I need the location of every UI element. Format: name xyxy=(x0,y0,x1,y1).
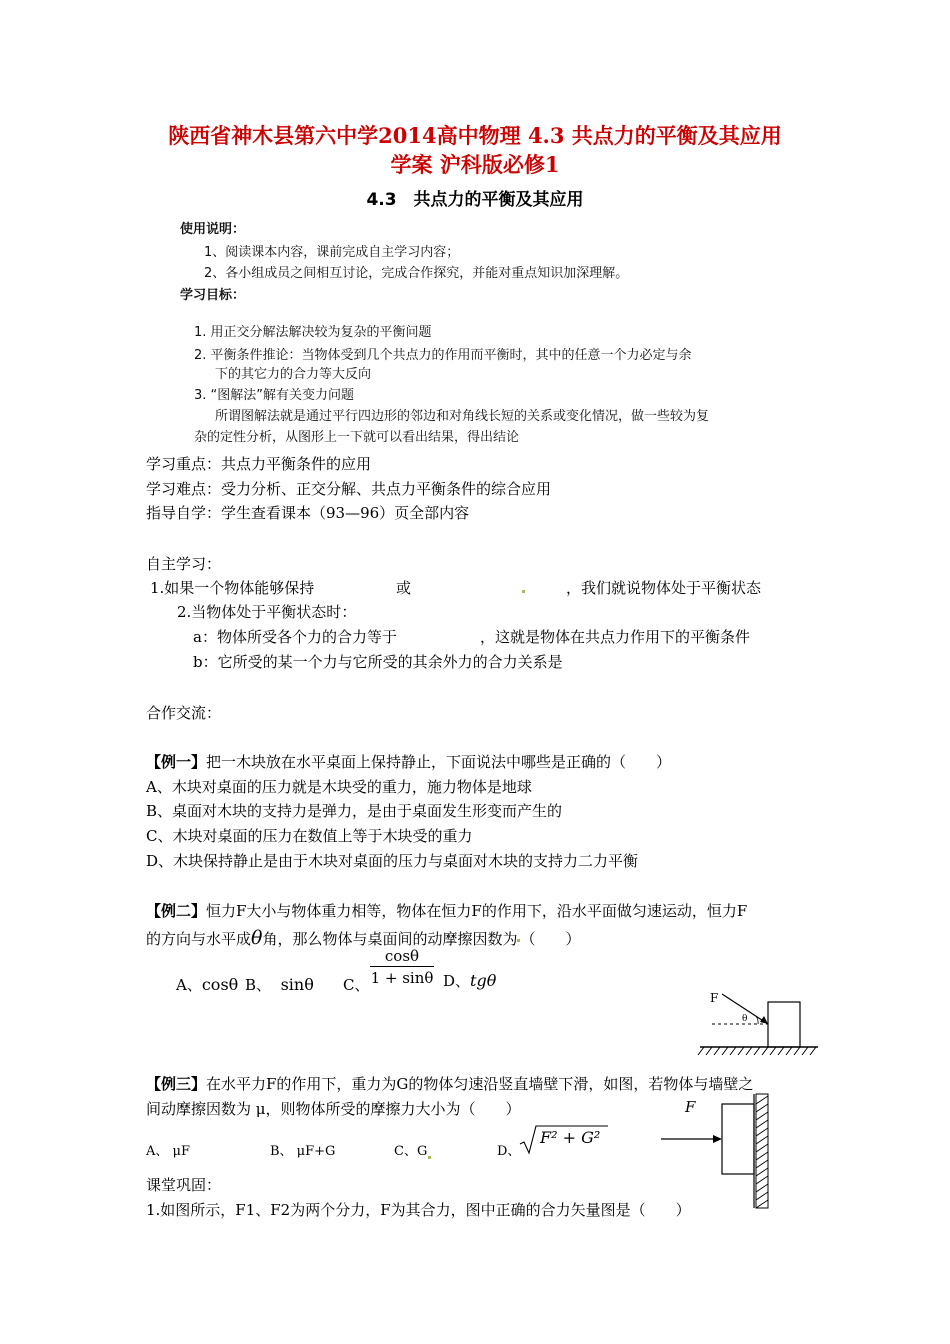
self-study-guide: 指导自学：学生查看课本（93—96）页全部内容 xyxy=(146,504,470,522)
example2-question: 恒力F大小与物体重力相等，物体在恒力F的作用下，沿水平面做匀速运动，恒力F xyxy=(206,902,748,920)
fraction-denominator: 1 + sinθ xyxy=(370,969,434,987)
self-study-q2a-part1: a：物体所受各个力的合力等于 xyxy=(193,628,397,646)
section-subtitle: 4.3 共点力的平衡及其应用 xyxy=(366,190,584,210)
example2-option-c-label: C、 xyxy=(343,976,370,994)
example3-option-a: A、 μF xyxy=(146,1144,190,1159)
force-label: F xyxy=(710,991,719,1005)
goal-item-3-desc: 所谓图解法就是通过平行四边形的邻边和对角线长短的关系或变化情况，做一些较为复 xyxy=(215,409,710,424)
consolidation-q1: 1.如图所示，F1、F2为两个分力，F为其合力，图中正确的合力矢量图是（ ） xyxy=(146,1201,691,1219)
option-math: cosθ xyxy=(201,975,239,994)
goal-item-2-cont: 下的其它力的合力等大反向 xyxy=(215,367,372,382)
example3-label: 【例三】 xyxy=(146,1075,207,1093)
block xyxy=(768,1002,800,1047)
document-title-line1: 陕西省神木县第六中学2014高中物理 4.3 共点力的平衡及其应用 xyxy=(168,123,782,148)
goal-item-3-desc-cont: 杂的定性分析，从图形上一下就可以看出结果，得出结论 xyxy=(194,430,520,445)
example2-stem-line1 xyxy=(146,900,747,921)
example2-answer-blank: （ ） xyxy=(520,930,581,948)
scan-speck xyxy=(428,1156,431,1159)
force-label: F xyxy=(685,1098,696,1116)
example2-stem-line2 xyxy=(146,927,581,949)
example1-option-d: D、木块保持静止是由于木块对桌面的压力与桌面对木块的支持力二力平衡 xyxy=(146,852,639,870)
example1-stem xyxy=(146,751,671,772)
example2-option-b xyxy=(245,974,314,995)
usage-item-2: 2、各小组成员之间相互讨论，完成合作探究，并能对重点知识加深理解。 xyxy=(204,266,629,281)
angle-label: θ xyxy=(742,1014,748,1024)
self-study-heading: 自主学习： xyxy=(146,555,222,573)
example2-stem-part: 角，那么物体与桌面间的动摩擦因数为 xyxy=(262,930,518,948)
example3-option-d-label: D、 xyxy=(497,1144,521,1159)
self-study-q2b: b：它所受的某一个力与它所受的其余外力的合力关系是 xyxy=(193,653,563,671)
goals-heading: 学习目标： xyxy=(180,288,246,303)
goal-item-3: 3. “图解法”解有关变力问题 xyxy=(194,388,355,403)
usage-heading: 使用说明： xyxy=(180,222,246,237)
consolidation-heading: 课堂巩固： xyxy=(146,1176,222,1194)
study-focus: 学习重点：共点力平衡条件的应用 xyxy=(146,455,372,473)
example1-option-b: B、桌面对木块的支持力是弹力，是由于桌面发生形变而产生的 xyxy=(146,802,563,820)
example3-option-b: B、 μF+G xyxy=(270,1144,336,1159)
example1-option-c: C、木块对桌面的压力在数值上等于木块受的重力 xyxy=(146,827,473,845)
option-label: A、 xyxy=(176,976,202,994)
self-study-q1-part3: ，我们就说物体处于平衡状态 xyxy=(566,579,762,597)
self-study-q2: 2.当物体处于平衡状态时： xyxy=(177,603,357,621)
example2-stem-part: 的方向与水平成 xyxy=(146,930,252,948)
usage-item-1: 1、阅读课本内容，课前完成自主学习内容； xyxy=(204,245,460,260)
option-label: D、 xyxy=(443,972,471,990)
example2-option-d xyxy=(443,970,496,991)
example3-stem-line1 xyxy=(146,1073,753,1094)
example3-option-c: C、G xyxy=(394,1144,428,1159)
example2-force-diagram xyxy=(696,978,820,1058)
cooperation-heading: 合作交流： xyxy=(146,704,222,722)
example3-option-d-radicand: F² + G² xyxy=(540,1128,601,1147)
goal-item-2: 2. 平衡条件推论：当物体受到几个共点力的作用而平衡时，其中的任意一个力必定与余 xyxy=(194,348,692,363)
goal-item-1: 1. 用正交分解法解决较为复杂的平衡问题 xyxy=(194,325,432,340)
option-math: tgθ xyxy=(470,971,497,990)
option-label: B、 xyxy=(245,976,272,994)
option-math: sinθ xyxy=(280,975,314,994)
study-difficulty: 学习难点：受力分析、正交分解、共点力平衡条件的综合应用 xyxy=(146,480,552,498)
ground-hatching xyxy=(698,1047,816,1055)
wall-hatching xyxy=(756,1096,768,1208)
example2-option-a xyxy=(176,974,238,995)
example1-option-a: A、木块对桌面的压力就是木块受的重力，施力物体是地球 xyxy=(146,778,532,796)
force-arrowhead xyxy=(713,1135,722,1143)
scan-speck xyxy=(522,590,525,593)
self-study-q1-part2: 或 xyxy=(396,579,412,597)
scan-speck xyxy=(517,939,520,942)
example3-stem-line2: 间动摩擦因数为 μ，则物体所受的摩擦力大小为（ ） xyxy=(146,1100,521,1118)
document-title-line2: 学案 沪科版必修1 xyxy=(390,152,560,177)
example2-option-c-fraction xyxy=(370,947,434,987)
self-study-q1-part1: 1.如果一个物体能够保持 xyxy=(150,579,315,597)
theta-symbol: θ xyxy=(251,927,263,949)
self-study-q2a-part2: ，这就是物体在共点力作用下的平衡条件 xyxy=(480,628,751,646)
example3-question: 在水平力F的作用下，重力为G的物体匀速沿竖直墙壁下滑，如图，若物体与墙壁之 xyxy=(206,1075,754,1093)
example2-label: 【例二】 xyxy=(146,902,207,920)
example1-question: 把一木块放在水平桌面上保持静止，下面说法中哪些是正确的（ ） xyxy=(206,753,672,771)
example3-wall-diagram xyxy=(655,1092,780,1212)
block xyxy=(722,1104,754,1174)
example1-label: 【例一】 xyxy=(146,753,207,771)
fraction-numerator: cosθ xyxy=(370,947,434,967)
